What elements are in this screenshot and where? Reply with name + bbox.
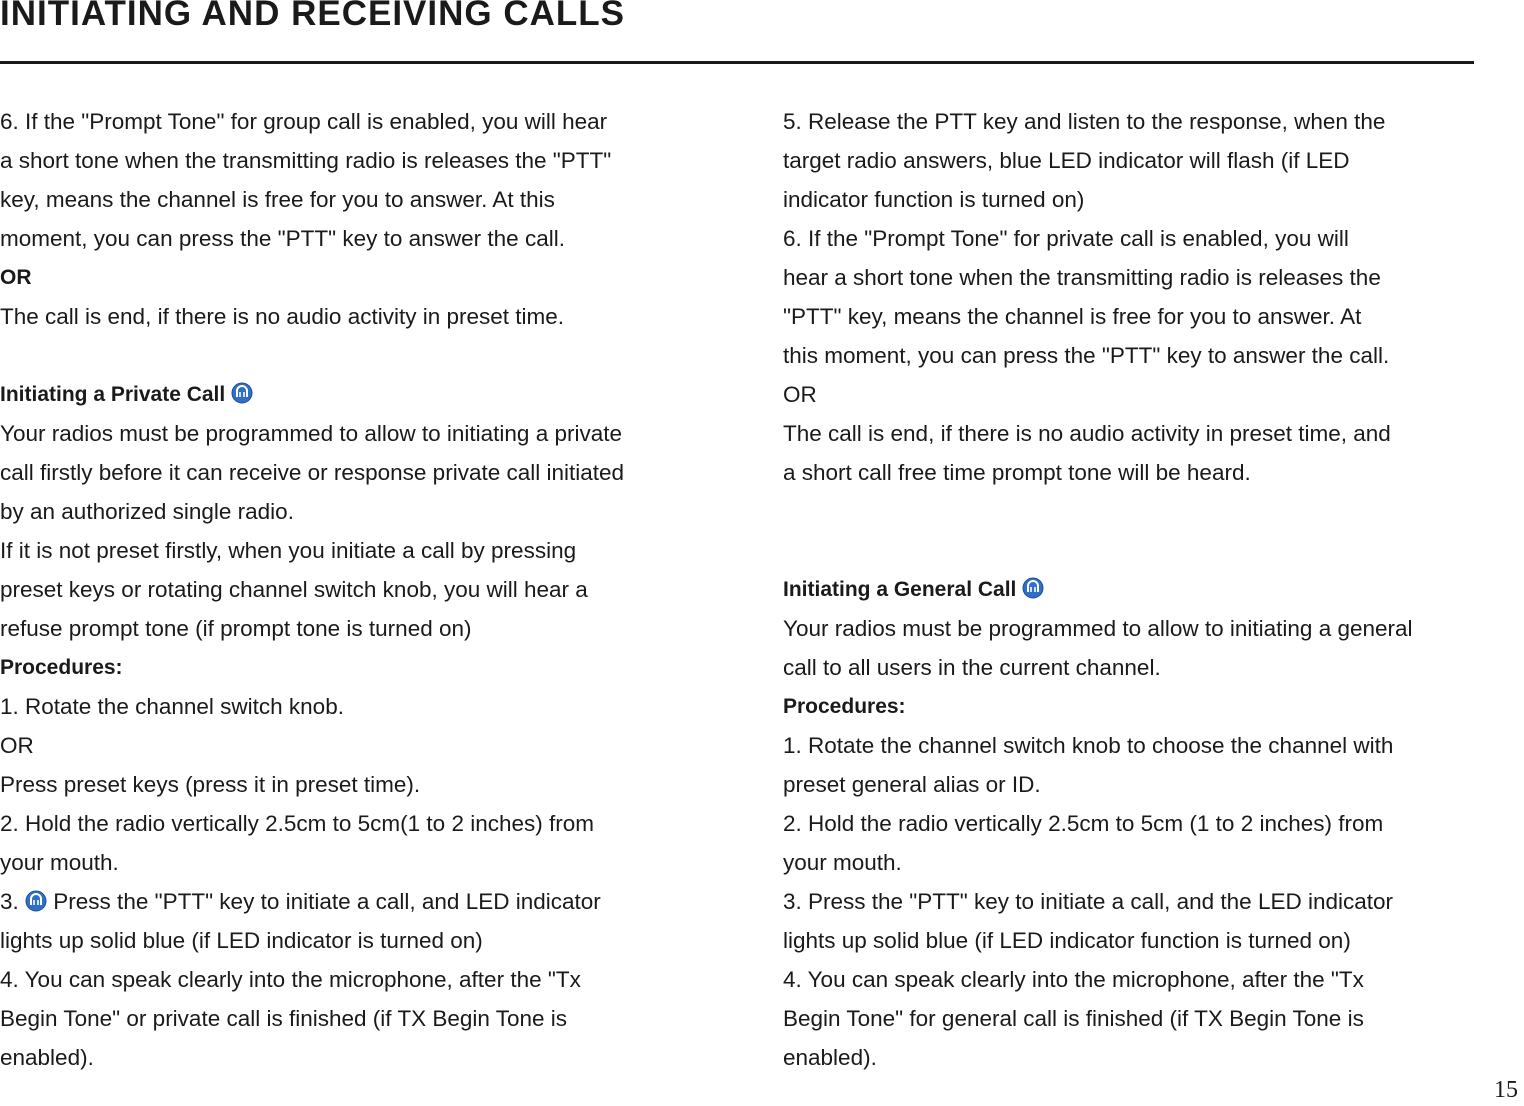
text-line: hear a short tone when the transmitting radio is releases the: [783, 265, 1381, 290]
private-call-heading: [0, 375, 730, 414]
step3-number: 3.: [0, 889, 19, 914]
text-line: indicator function is turned on): [783, 187, 1085, 212]
text-line: 5. Release the PTT key and listen to the response, when the: [783, 109, 1386, 134]
text-line: Your radios must be programmed to allow to initiating a general: [783, 616, 1413, 641]
step-line: enabled).: [0, 1045, 94, 1070]
step-line: Begin Tone" for general call is finished (if TX Begin Tone is: [783, 1006, 1364, 1031]
text-line: by an authorized single radio.: [0, 499, 294, 524]
step-line: [0, 882, 730, 921]
text-line: Your radios must be programmed to allow to initiating a private: [0, 421, 622, 446]
text-line: 6. If the "Prompt Tone" for private call is enabled, you will: [783, 226, 1349, 251]
step-line: preset general alias or ID.: [783, 772, 1041, 797]
step-line: 3. Press the "PTT" key to initiate a call, and the LED indicator: [783, 889, 1394, 914]
step-line: 2. Hold the radio vertically 2.5cm to 5cm (1 to 2 inches) from: [783, 811, 1384, 836]
step-line: 4. You can speak clearly into the microphone, after the "Tx: [783, 967, 1364, 992]
text-line: The call is end, if there is no audio activity in preset time, and: [783, 421, 1391, 446]
left-column: [0, 102, 730, 1077]
private-call-heading-text: Initiating a Private Call: [0, 383, 226, 406]
text-line: "PTT" key, means the channel is free for you to answer. At: [783, 304, 1362, 329]
right-column: [783, 102, 1503, 1077]
procedures-heading: Procedures:: [783, 695, 906, 718]
or-label: OR: [783, 382, 817, 407]
step3-text: Press the "PTT" key to initiate a call, and LED indicator: [53, 889, 601, 914]
step-line: 1. Rotate the channel switch knob.: [0, 694, 344, 719]
text-line: a short call free time prompt tone will be heard.: [783, 460, 1251, 485]
private-call-icon: [231, 382, 253, 404]
text-line: this moment, you can press the "PTT" key to answer the call.: [783, 343, 1390, 368]
ptt-call-icon: [25, 890, 47, 912]
step-line: 1. Rotate the channel switch knob to choose the channel with: [783, 733, 1394, 758]
step-line: enabled).: [783, 1045, 877, 1070]
page-number: 15: [1494, 1077, 1518, 1103]
text-line: preset keys or rotating channel switch knob, you will hear a: [0, 577, 588, 602]
text-line: call firstly before it can receive or response private call initiated: [0, 460, 625, 485]
step-line: lights up solid blue (if LED indicator is turned on): [0, 928, 483, 953]
step-line: your mouth.: [0, 850, 119, 875]
procedures-heading: Procedures:: [0, 656, 123, 679]
text-line: target radio answers, blue LED indicator will flash (if LED: [783, 148, 1350, 173]
step-line: 4. You can speak clearly into the microphone, after the "Tx: [0, 967, 581, 992]
step-line: Press preset keys (press it in preset time).: [0, 772, 421, 797]
title-divider: [0, 61, 1474, 64]
text-line: If it is not preset firstly, when you initiate a call by pressing: [0, 538, 577, 563]
text-line: a short tone when the transmitting radio is releases the "PTT": [0, 148, 612, 173]
page-title: INITIATING AND RECEIVING CALLS: [0, 0, 625, 33]
or-label: OR: [0, 266, 32, 289]
text-line: The call is end, if there is no audio activity in preset time.: [0, 304, 565, 329]
step-line: your mouth.: [783, 850, 902, 875]
text-line: call to all users in the current channel.: [783, 655, 1161, 680]
text-line: moment, you can press the "PTT" key to answer the call.: [0, 226, 565, 251]
step-line: Begin Tone" or private call is finished (if TX Begin Tone is: [0, 1006, 568, 1031]
text-line: 6. If the "Prompt Tone" for group call is enabled, you will hear: [0, 109, 608, 134]
step-line: lights up solid blue (if LED indicator function is turned on): [783, 928, 1351, 953]
or-label: OR: [0, 733, 34, 758]
general-call-heading: [783, 570, 1503, 609]
text-line: refuse prompt tone (if prompt tone is turned on): [0, 616, 472, 641]
general-call-icon: [1022, 577, 1044, 599]
text-line: key, means the channel is free for you to answer. At this: [0, 187, 555, 212]
step-line: 2. Hold the radio vertically 2.5cm to 5cm(1 to 2 inches) from: [0, 811, 594, 836]
general-call-heading-text: Initiating a General Call: [783, 578, 1017, 601]
